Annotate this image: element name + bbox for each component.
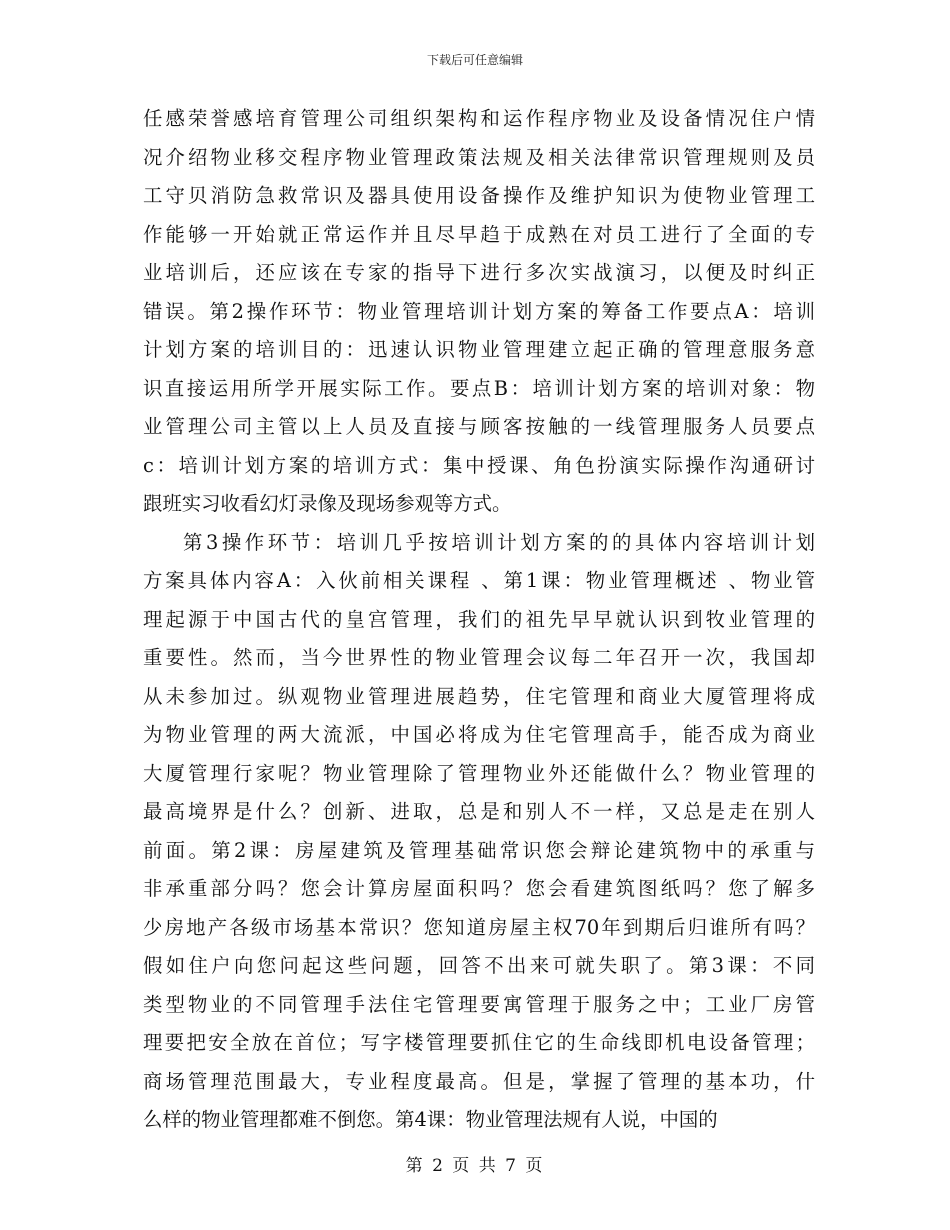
text-line: 计划方案的培训目的：迅速认识物业管理建立起正确的管理意服务意 <box>143 338 815 361</box>
text-line: 前面。第2课：房屋建筑及管理基础常识您会辩论建筑物中的承重与 <box>143 838 815 862</box>
page-header: 下载后可任意编辑 <box>426 53 523 67</box>
page-number-footer: 第 2 页 共 7 页 <box>405 1156 545 1176</box>
body-text <box>143 100 815 1140</box>
text-line: 么样的物业管理都难不倒您。第4课：物业管理法规有人说，中国的 <box>143 1108 718 1131</box>
text-line: 作能够一开始就正常运作并且尽早趋于成熟在对员工进行了全面的专 <box>143 222 815 246</box>
text-line: 业培训后，还应该在专家的指导下进行多次实战演习，以便及时纠正 <box>143 261 815 284</box>
text-line: 为物业管理的两大流派，中国必将成为住宅管理高手，能否成为商业 <box>143 723 815 746</box>
text-line: 任感荣誉感培育管理公司组织架构和运作程序物业及设备情况住户情 <box>143 107 815 130</box>
text-line: 方案具体内容A：入伙前相关课程 、第1课：物业管理概述 、物业管 <box>143 569 815 592</box>
text-line: 商场管理范围最大，专业程度最高。但是，掌握了管理的基本功，什 <box>143 1069 815 1093</box>
text-line: 类型物业的不同管理手法住宅管理要寓管理于服务之中；工业厂房管 <box>143 992 815 1016</box>
text-line: 工守贝消防急救常识及器具使用设备操作及维护知识为使物业管理工 <box>143 184 815 207</box>
text-line: 少房地产各级市场基本常识？您知道房屋主权70年到期后归谁所有吗？ <box>143 915 815 939</box>
paragraph-1 <box>143 100 815 524</box>
paragraph-2 <box>143 524 815 1140</box>
text-line: 理起源于中国古代的皇宫管理，我们的祖先早早就认识到牧业管理的 <box>143 607 815 631</box>
text-line: 最高境界是什么？创新、进取，总是和别人不一样，又总是走在别人 <box>143 800 815 823</box>
text-line: 从未参加过。纵观物业管理进展趋势，住宅管理和商业大厦管理将成 <box>143 684 815 708</box>
text-line: 重要性。然而，当今世界性的物业管理会议每二年召开一次，我国却 <box>143 646 815 669</box>
text-line: 大厦管理行家呢？物业管理除了管理物业外还能做什么？物业管理的 <box>143 761 815 785</box>
text-line: 识直接运用所学开展实际工作。要点B：培训计划方案的培训对象：物 <box>143 376 815 400</box>
text-line: 错误。第2操作环节：物业管理培训计划方案的筹备工作要点A：培训 <box>143 299 815 323</box>
text-line: 第3操作环节：培训几乎按培训计划方案的的具体内容培训计划 <box>183 530 815 554</box>
text-line: 理要把安全放在首位；写字楼管理要抓住它的生命线即机电设备管理； <box>143 1031 815 1054</box>
text-line: 业管理公司主管以上人员及直接与顾客按触的一线管理服务人员要点 <box>143 415 815 438</box>
text-line: 非承重部分吗？您会计算房屋面积吗？您会看建筑图纸吗？您了解多 <box>143 877 815 900</box>
text-line: 假如住户向您问起这些问题，回答不出来可就失职了。第3课：不同 <box>143 954 815 977</box>
text-line: c：培训计划方案的培训方式：集中授课、角色扮演实际操作沟通研讨 <box>143 453 815 477</box>
text-line: 况介绍物业移交程序物业管理政策法规及相关法律常识管理规则及员 <box>143 145 815 169</box>
text-line: 跟班实习收看幻灯录像及现场参观等方式。 <box>143 492 512 515</box>
